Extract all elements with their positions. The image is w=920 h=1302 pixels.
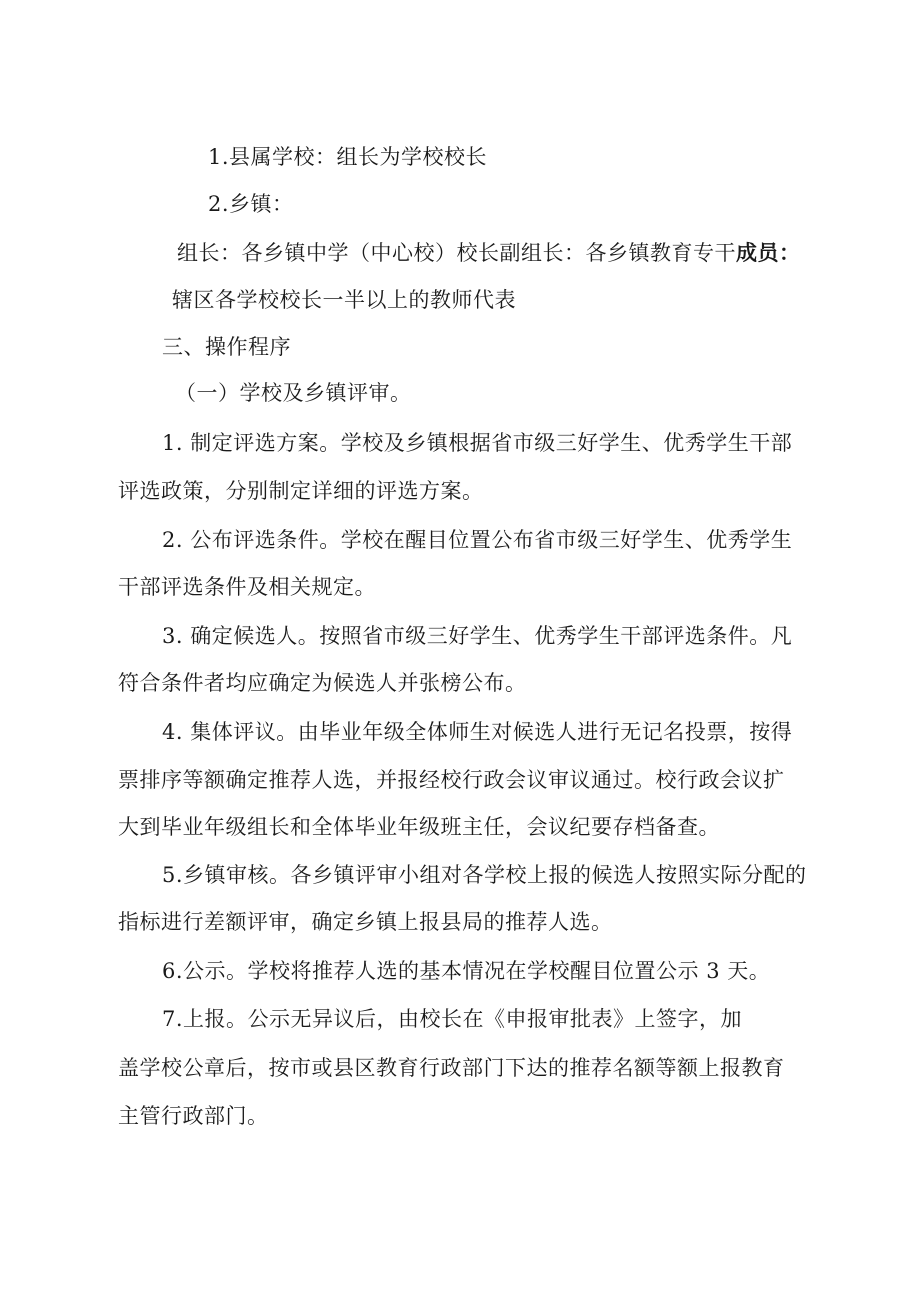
step-4-line-2: 票排序等额确定推荐人选，并报经校行政会议审议通过。校行政会议扩 (118, 768, 785, 792)
sub-heading: （一）学校及乡镇评审。 (175, 381, 412, 405)
org-members-line: 辖区各学校校长一半以上的教师代表 (172, 288, 516, 312)
org-item-2: 2.乡镇： (208, 192, 294, 216)
step-4-line-3: 大到毕业年级组长和全体毕业年级班主任，会议纪要存档备查。 (118, 815, 720, 839)
step-7-line-2: 盖学校公章后，按市或县区教育行政部门下达的推荐名额等额上报教育 (118, 1056, 785, 1080)
step-7-line-1: 7.上报。公示无异议后，由校长在《申报审批表》上签字，加 (162, 1007, 743, 1031)
step-2-line-2: 干部评选条件及相关规定。 (118, 575, 376, 599)
org-leaders-line (177, 238, 801, 268)
section-heading: 三、操作程序 (162, 335, 291, 359)
step-1-line-1: 1. 制定评选方案。学校及乡镇根据省市级三好学生、优秀学生干部 (162, 431, 793, 455)
org-item-1: 1.县属学校：组长为学校校长 (208, 145, 488, 169)
step-6-line-1: 6.公示。学校将推荐人选的基本情况在学校醒目位置公示 3 天。 (162, 959, 771, 983)
step-4-line-1: 4. 集体评议。由毕业年级全体师生对候选人进行无记名投票，按得 (162, 720, 793, 744)
step-2-line-1: 2. 公布评选条件。学校在醒目位置公布省市级三好学生、优秀学生 (162, 528, 793, 552)
step-1-line-2: 评选政策，分别制定详细的评选方案。 (118, 479, 484, 503)
step-3-line-2: 符合条件者均应确定为候选人并张榜公布。 (118, 671, 527, 695)
step-5-line-1: 5.乡镇审核。各乡镇评审小组对各学校上报的候选人按照实际分配的 (162, 863, 807, 887)
step-3-line-1: 3. 确定候选人。按照省市级三好学生、优秀学生干部评选条件。凡 (162, 624, 793, 648)
step-7-line-3: 主管行政部门。 (118, 1104, 269, 1128)
org-leaders-text: 组长：各乡镇中学（中心校）校长副组长：各乡镇教育专干 (177, 241, 736, 265)
step-5-line-2: 指标进行差额评审，确定乡镇上报县局的推荐人选。 (118, 910, 613, 934)
org-members-label: 成员： (736, 240, 801, 265)
